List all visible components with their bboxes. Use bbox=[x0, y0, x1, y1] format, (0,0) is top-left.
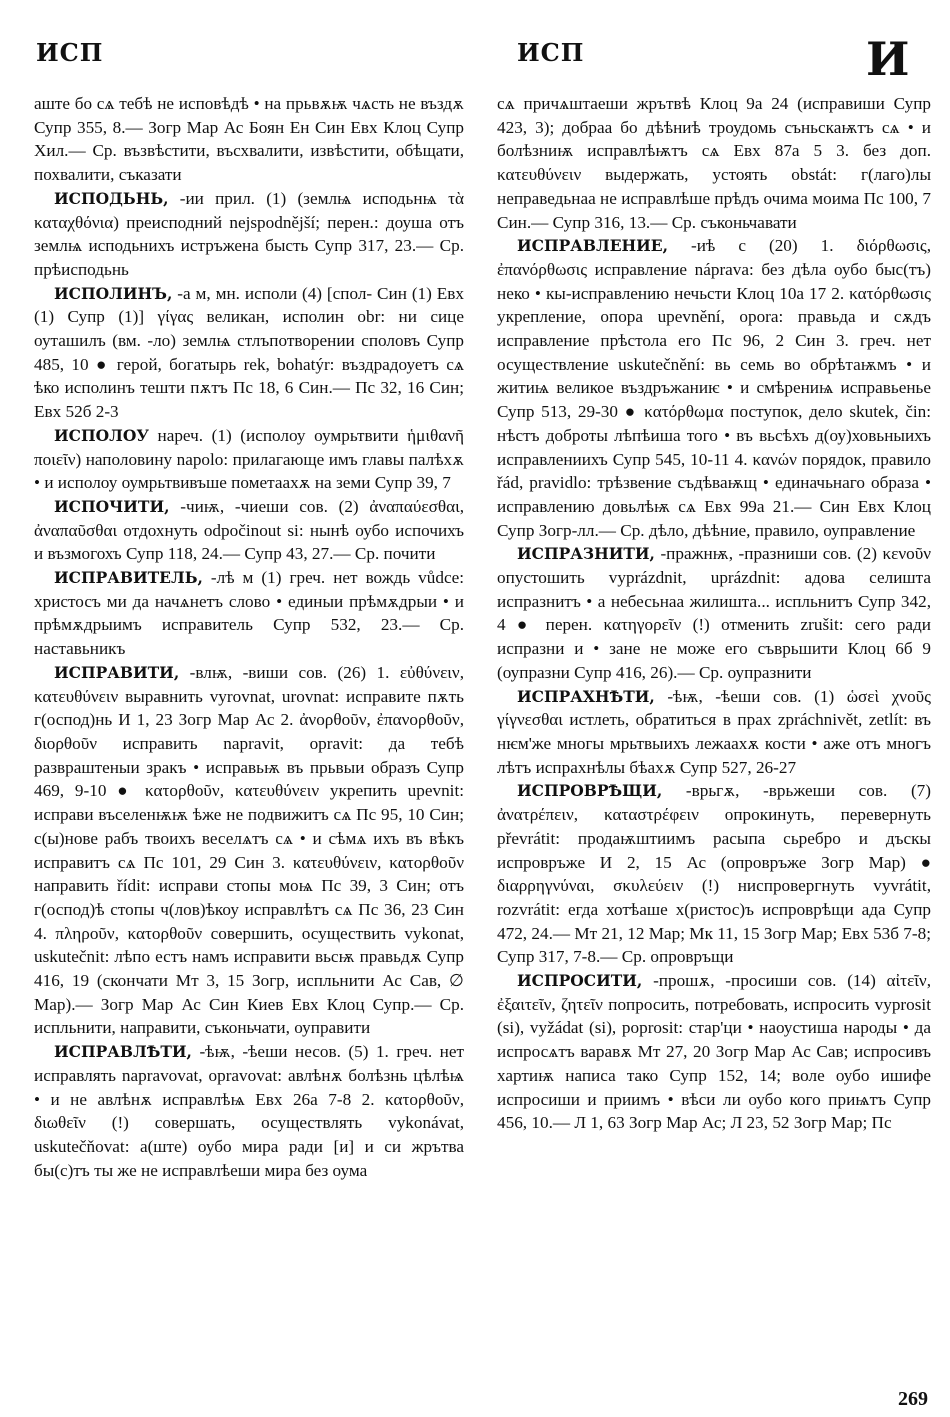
entry-body: аште бо сѧ тебѣ не исповѣдѣ • на прьвѫѭ чѧсть не въздѫ Супр 355, 8.— Зогр Мар Ас Боян Ен Син Евх Клоц Супр Хил.— Ср. възвѣстити, въсхвалити, извѣстити, обѣщати, похвалити, съказати bbox=[34, 94, 464, 185]
entry-body: -ѣѭ, -ѣеши сов. (1) ὡσεὶ χνοῦς γίγνεσθαι истлеть, обратиться в прах zpráchnivět, zetlít: въ нѥм'же многы мрьтвыихъ лежаахѫ кости • аже отъ многъ лѣтъ испрахнѣлы бѣахѫ Супр 527, 26-27 bbox=[497, 686, 931, 777]
entry-body: -прошѫ, -просиши сов. (14) αἰτεῖν, ἐξαιτεῖν, ζητεῖν попросить, потребовать, испросить vyprosit (si), vyžádat (si), poprosit: стар'ци • наоустиша народы • да испросѧтъ варавѫ Мт 27, 20 Зогр Мар Ас Сав; испросивъ хартиѭ написа тако Супр 152, 14; воле оубо ишифе испросиши и приимъ • вѣси ли оубо кого приѩтъ Супр 456, 10.— Л 1, 63 Зогр Мар Ас; Л 23, 52 Зогр Мар; Пс bbox=[497, 971, 931, 1133]
dictionary-entry bbox=[497, 969, 931, 1135]
right-column bbox=[497, 92, 931, 1398]
entry-headword: ИСПРАЗНИТИ, bbox=[517, 544, 655, 564]
entry-headword: ИСПРОВРѢЩИ, bbox=[517, 781, 663, 801]
entry-body: -иѣ с (20) 1. διόρθωσις, ἐπανόρθωσις исправление náprava: без дѣла оубо быс(тъ) неко • кы-исправлению нечьсти Клоц 10а 17 2. κατόρθωσις укрепление, опора upevnění, opora: правьда и сѫдъ исправление прѣстола его Пс 96, 2 Син 3. греч. нет осуществление uskutečnění: вь семь во обрѣтаѭмъ • и житиѩ великое въздръжаниѥ • и смѣрениѩ исправьенье Супр 513, 29-30 ● κατόρθωμα поступок, дело skutek, čin: нѣстъ доброты лѣпѣиша того • въ вьсѣхъ д(оу)ховьныихъ исправлениихъ Супр 545, 10-11 4. κανών порядок, правило řád, pravidlo: трѣзвение съдѣваѭщ • единачьнаго образа • исправлению довьлѣѭ сѧ Евх 99а 21.— Син Евх Клоц Супр Зогр-лл.— Ср. дѣло, дѣѣние, правило, оуправление bbox=[497, 236, 931, 540]
dictionary-entry bbox=[34, 495, 464, 566]
dictionary-entry bbox=[34, 187, 464, 282]
dictionary-entry bbox=[34, 661, 464, 1040]
running-head-left: ИСП bbox=[36, 38, 104, 67]
dictionary-entry bbox=[34, 92, 464, 187]
page-number: 269 bbox=[898, 1388, 928, 1410]
entry-body: -а м, мн. исполи (4) [спол- Син (1) Евх (1) Супр (1)] γίγας великан, исполин obr: ни сице оуташилъ (вм. -ло) землѩ стлъпотворении споловъ Супр 485, 10 ● герой, богатырь rek, bohatýr: въздрадоуетъ сѧ ѣко исполинъ тешти пѫтъ Пс 18, 6 Син.— Пс 32, 16 Син; Евх 52б 2-3 bbox=[34, 283, 464, 422]
entry-body: нареч. (1) (исполоу оумрьтвити ἡμιθανῆ ποιεῖν) наполовину napolo: прилагающе имъ главы палѣхѫ • и исполоу оумрьтвивъше пометаахѫ на земи Супр 39, 7 bbox=[34, 425, 464, 493]
entry-body: сѧ причѧштаеши жрътвѣ Клоц 9а 24 (исправиши Супр 423, 3); добраа бо дѣѣниѣ троудомь съньскаѭтъ сѧ • и болѣзниѭ исправлѣѭтъ сѧ Евх 87а 5 3. без доп. κατευθύνειν выдержать, устоять obstát: г(лаго)лы неправедьнаа не исправлѣше прѣдъ очима моима Пс 100, 7 Син.— Супр 316, 13.— Ср. съконьчавати bbox=[497, 94, 931, 232]
entry-body: -влѭ, -виши сов. (26) 1. εὐθύνειν, κατευθύνειν выравнить vyrovnat, urovnat: исправите пѫть г(оспод)нь И 1, 23 Зогр Мар Ас 2. ἀνορθοῦν, ἐπανορθοῦν, διορθοῦν исправить napravit, opravit: да тебѣ развраштеныи зракъ • исправьѭ въ прьвыи образъ Супр 469, 9-10 ● κατορθοῦν, κατευθύνειν укрепить upevnit: исправи въселенѭѭ ѣже не подвижитъ сѧ Пс 95, 10 Син; с(ы)нове рабъ твоихъ веселѧтъ сѧ • и сѣмѧ ихъ въ вѣкъ исправитъ сѧ Пс 101, 29 Син 3. κατευθύνειν, κατορθοῦν направить řídit: исправи стопы моѩ Пс 39, 3 Син; отъ г(оспод)ѣ стопы ч(лов)ѣкоу исправлѣтъ сѧ Пс 36, 23 Син 4. πληροῦν, κατορθοῦν совершить, осуществить vykonat, uskutečnit: лѣпо естъ намъ исправити вьсѭ правьдѫ Супр 416, 19 (скончати Мт 3, 15 Зогр, испльнити Ас Сав, ∅ Мар).— Зогр Мар Ас Син Киев Евх Клоц Супр.— Ср. испльнити, направити, съконьчати, оуправити bbox=[34, 662, 464, 1038]
entry-headword: ИСПОЛОУ bbox=[54, 425, 149, 445]
dictionary-entry bbox=[34, 282, 464, 424]
dictionary-entry bbox=[497, 542, 931, 684]
dictionary-entry bbox=[497, 685, 931, 780]
dictionary-entry bbox=[497, 779, 931, 969]
entry-body: -лѣ м (1) греч. нет вождь vůdce: христосъ ми да начѧнетъ слово • единыи прѣмѫдрыи • и прѣмѫдрыимъ исправитель Супр 532, 23.— Ср. наставьникъ bbox=[34, 568, 464, 659]
entry-headword: ИСПРОСИТИ, bbox=[517, 971, 643, 991]
entry-headword: ИСПРАВИТЕЛЬ, bbox=[54, 568, 203, 588]
entry-headword: ИСПРАВЛЕНИЕ, bbox=[517, 236, 669, 256]
running-head-center: ИСП bbox=[517, 38, 585, 67]
entry-headword: ИСПОЛИНЪ, bbox=[54, 283, 173, 303]
entry-headword: ИСПРАВЛѢТИ, bbox=[54, 1042, 192, 1062]
left-column bbox=[34, 92, 464, 1398]
entry-headword: ИСПРАВИТИ, bbox=[54, 662, 180, 682]
entry-body: -врьгѫ, -врьжеши сов. (7) ἀνατρέπειν, καταστρέφειν опрокинуть, перевернуть převrátit: продаѭштиимъ расыпа сьребро и дъскы испровръже И 2, 15 Ас (опровръже Зогр Мар) ● διαρρηγνύναι, σκυλεύειν (!) ниспровергнуть vyvrátit, rozvrátit: егда хотѣаше х(ристос)ъ испроврѣщи ада Супр 472, 24.— Мт 21, 12 Мар; Мк 11, 15 Зогр Мар; Евх 53б 7-8; Супр 317, 7-8.— Ср. опровръщи bbox=[497, 781, 931, 967]
section-letter: И bbox=[866, 32, 910, 86]
entry-headword: ИСПОДЬНЬ, bbox=[54, 188, 169, 208]
entry-body: -пражнѭ, -празниши сов. (2) κενοῦν опустошить vyprázdnit, uprázdnit: адова селишта испразнитъ • а небесьнаа жилишта... испльнитъ Супр 342, 4 ● перен. κατηγορεῖν (!) отменить zrušit: сего ради испразни и • зане не може его съврьшити Клоц 6б 9 (оупразни Супр 416, 26).— Ср. оупразнити bbox=[497, 544, 931, 682]
dictionary-entry bbox=[497, 234, 931, 542]
dictionary-entry bbox=[34, 424, 464, 495]
dictionary-entry bbox=[497, 92, 931, 234]
entry-headword: ИСПОЧИТИ, bbox=[54, 496, 170, 516]
dictionary-entry bbox=[34, 1040, 464, 1182]
dictionary-entry bbox=[34, 566, 464, 661]
entry-headword: ИСПРАХНѢТИ, bbox=[517, 686, 655, 706]
entry-body: -чиѭ, -чиеши сов. (2) ἀναπαύεσθαι, ἀναπαῦσθαι отдохнуть odpočinout si: нынѣ оубо испочихъ и възмогохъ Супр 118, 24.— Супр 43, 27.— Ср. почити bbox=[34, 496, 464, 564]
entry-body: -ии прил. (1) (землѩ исподьнѩ τὰ καταχθόνια) преисподний nejspodnější; перен.: доуша отъ землѩ исподьнихъ истръжена бысть Супр 317, 23.— Ср. прѣисподьнь bbox=[34, 188, 464, 279]
entry-body: -ѣѭ, -ѣеши несов. (5) 1. греч. нет исправлять napravovat, opravovat: авлѣнѫ болѣзнь цѣлѣѩ • и не авлѣнѫ исправлѣѩ Евх 26а 7-8 2. κατορθοῦν, διωθεῖν (!) совершать, осуществлять vykonávat, uskutečňovat: а(ште) оубо мира ради [и] и си жрътва бы(с)тъ ты же не исправлѣеши мира без оума bbox=[34, 1042, 464, 1180]
